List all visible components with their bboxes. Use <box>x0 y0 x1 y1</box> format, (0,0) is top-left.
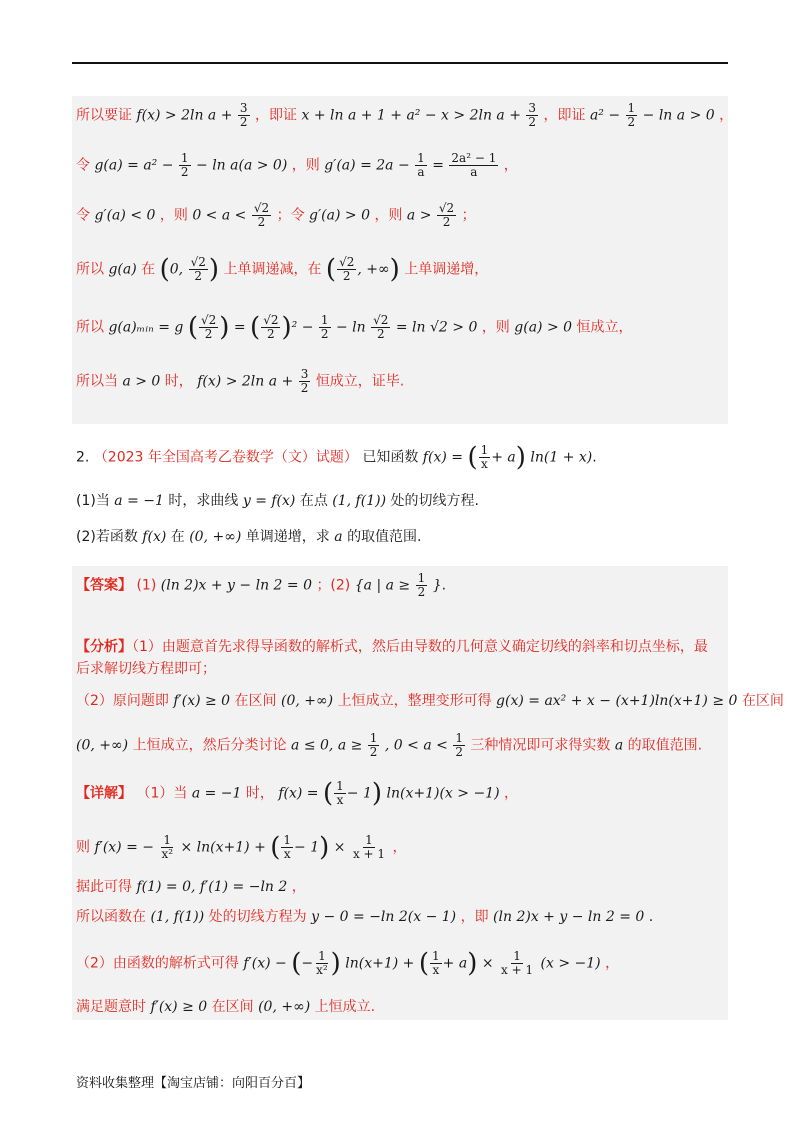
proof-line-4: 所以 g(a) 在 (0, $\frac{√2}{2}$ ) 上单调递减，在 ( $\frac{√2}{2}$ , +∞) 上单调递增， <box>76 254 489 285</box>
detail-line-4: 所以函数在 (1, f(1)) 处的切线方程为 y − 0 = −ln 2(x − 1) ，即 (ln 2)x + y − ln 2 = 0 . <box>76 909 654 925</box>
analysis-line-4: (0, +∞) 上恒成立，然后分类讨论 a ≤ 0, a ≥ $\frac{1}{2}$ , 0 < a < $\frac{1}{2}$ 三种情况即可求得实数 a 的取值范围. <box>76 731 703 759</box>
proof-line-3: 令 g′(a) < 0 ，则 0 < a < $\frac{√2}{2}$ ；令 g′(a) > 0 ，则 a > $\frac{√2}{2}$ ； <box>76 201 476 229</box>
question-2-part-2: (2)若函数 f(x) 在 (0, +∞) 单调递增，求 a 的取值范围. <box>76 529 422 545</box>
detail-line-2: 则 f′(x) = − $\frac{1}{\text{x²}}$ × ln(x+1) + ( $\frac{1}{x}$ − 1) × $\frac{1}{x + 1}$ ， <box>76 832 407 863</box>
answer-line: 【答案】 (1) (ln 2)x + y − ln 2 = 0 ；(2) {a | a ≥ $\frac{1}{2}$ }. <box>76 571 447 599</box>
analysis-line-1: 【分析】（1）由题意首先求得导函数的解析式，然后由导数的几何意义确定切线的斜率和切点坐标，最 <box>76 639 708 655</box>
proof-line-1: 所以要证 f(x) > 2ln a + $\frac{3}{2}$ ，即证 x + ln a + 1 + a² − x > 2ln a + $\frac{3}{2}$ ，即证 a² − $\frac{1}{2}$ − ln a > 0 ， <box>76 101 734 129</box>
detail-line-1: 【详解】 （1）当 a = −1 时， f(x) = ( $\frac{1}{x}$ − 1) ln(x+1)(x > −1) ， <box>76 778 518 809</box>
detail-line-6: 满足题意时 f′(x) ≥ 0 在区间 (0, +∞) 上恒成立. <box>76 999 376 1015</box>
header-rule <box>72 62 728 64</box>
proof-line-5: 所以 g(a)ₘᵢₙ = g ( $\frac{√2}{2}$ ) = ( $\frac{√2}{2}$ )² − $\frac{1}{2}$ − ln $\frac{√2}{2}$ = ln √2 > 0 ，则 g(a) > 0 恒成立， <box>76 312 633 343</box>
detail-line-5: （2）由函数的解析式可得 f′(x) − (− $\frac{1}{\text{x²}}$ ) ln(x+1) + ( $\frac{1}{x}$ + a) × $\frac{1}{x + 1}$ (x > −1) ， <box>76 948 620 979</box>
question-2-stem: 2. （2023 年全国高考乙卷数学（文）试题） 已知函数 f(x) = ( $\frac{1}{x}$ + a) ln(1 + x). <box>76 442 597 473</box>
proof-line-6: 所以当 a > 0 时， f(x) > 2ln a + $\frac{3}{2}$ 恒成立，证毕. <box>76 367 405 395</box>
footer-text: 资料收集整理【淘宝店铺：向阳百分百】 <box>76 1076 311 1091</box>
analysis-line-3: （2）原问题即 f′(x) ≥ 0 在区间 (0, +∞) 上恒成立，整理变形可得 g(x) = ax² + x − (x+1)ln(x+1) ≥ 0 在区间 <box>76 693 784 709</box>
detail-line-3: 据此可得 f(1) = 0, f′(1) = −ln 2 ， <box>76 879 306 895</box>
question-2-part-1: (1)当 a = −1 时，求曲线 y = f(x) 在点 (1, f(1)) 处的切线方程. <box>76 493 479 509</box>
analysis-line-2: 后求解切线方程即可； <box>76 661 216 677</box>
proof-line-2: 令 g(a) = a² − $\frac{1}{2}$ − ln a(a > 0) ，则 g′(a) = 2a − $\frac{1}{a}$ = $\frac{\text{2a² − 1}}{a}$ ， <box>76 151 518 179</box>
